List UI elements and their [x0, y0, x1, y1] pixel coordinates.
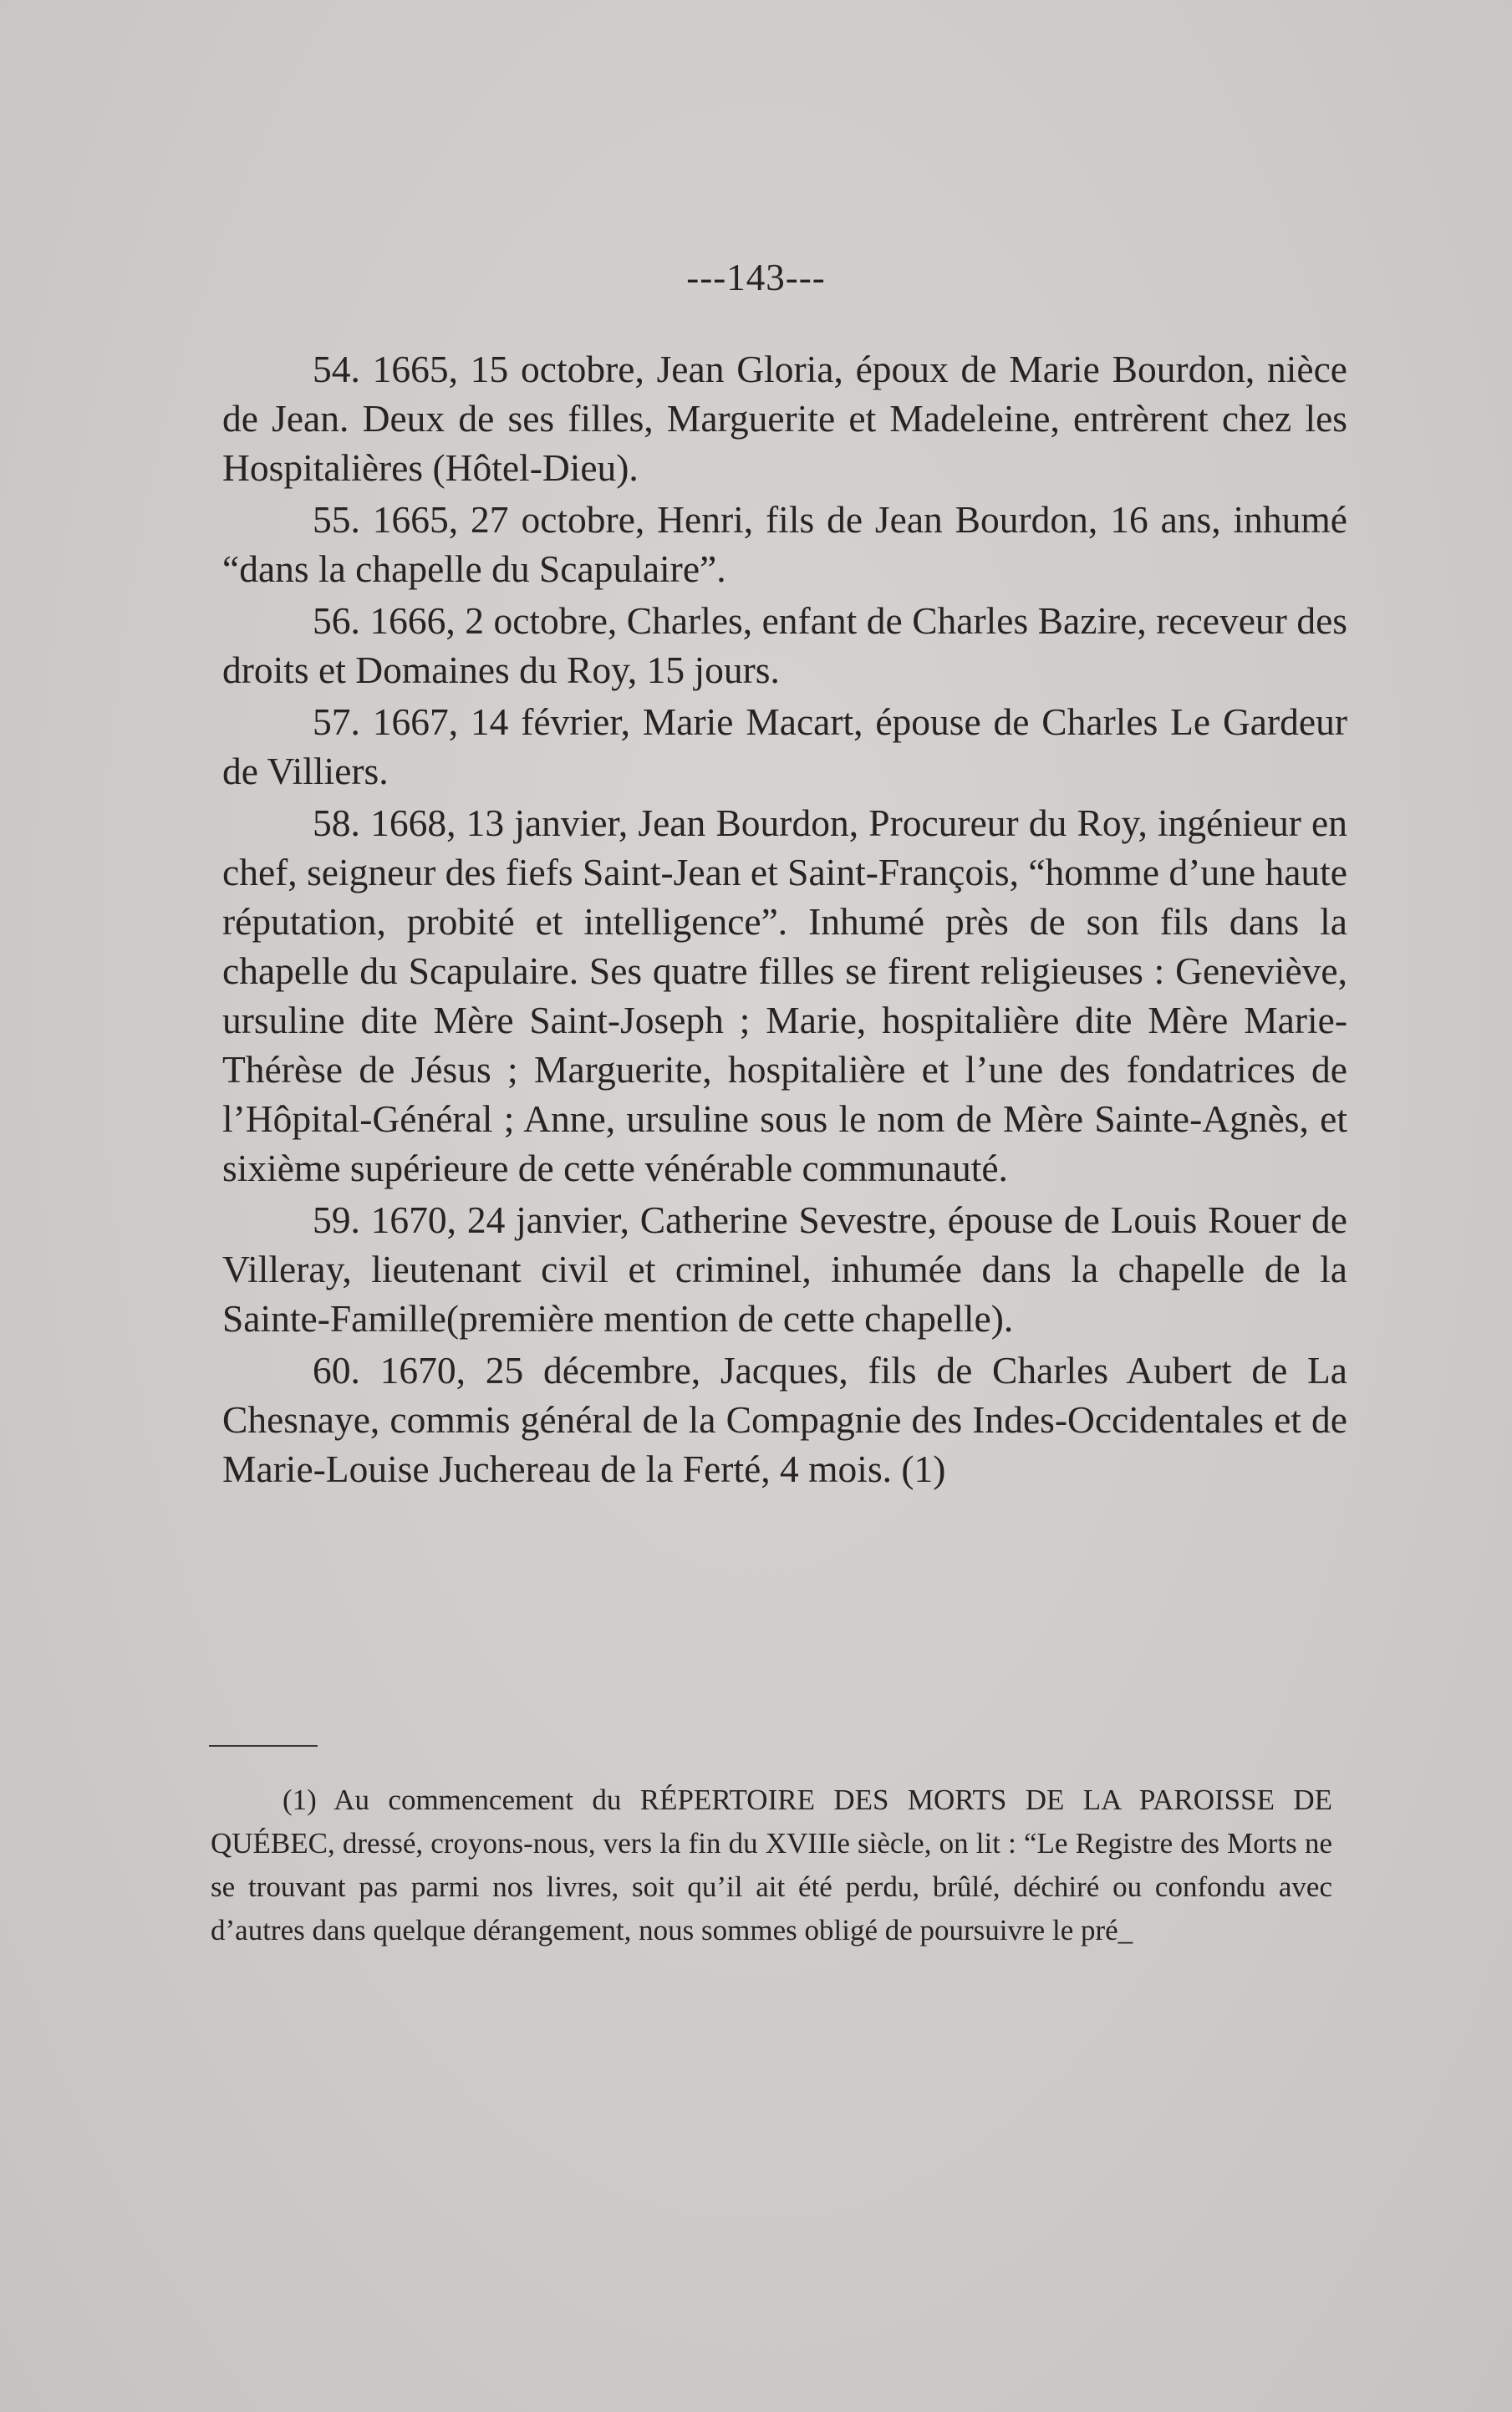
footnote-separator [209, 1745, 318, 1747]
entry-59: 59. 1670, 24 janvier, Catherine Sevestre, épouse de Louis Rouer de Villeray, lieutenant civil et criminel, inhumée dans la chapelle de la Sainte-Famille(première mention de cette chapelle). [222, 1198, 1347, 1340]
entry-56: 56. 1666, 2 octobre, Charles, enfant de Charles Bazire, receveur des droits et Domaines du Roy, 15 jours. [222, 599, 1347, 691]
entry-55: 55. 1665, 27 octobre, Henri, fils de Jean Bourdon, 16 ans, inhumé “dans la chapelle du Scapulaire”. [222, 498, 1347, 590]
entry-58: 58. 1668, 13 janvier, Jean Bourdon, Procureur du Roy, ingénieur en chef, seigneur des fiefs Saint-Jean et Saint-François, “homme d’une haute réputation, probité et intelligence”. Inhumé près de son fils dans la chapelle du Scapulaire. Ses quatre filles se firent religieuses : Geneviève, ursuline dite Mère Saint-Joseph ; Marie, hospitalière dite Mère Marie-Thérèse de Jésus ; Marguerite, hospitalière et l’une des fondatrices de l’Hôpital-Général ; Anne, ursuline sous le nom de Mère Sainte-Agnès, et sixième supérieure de cette vénérable communauté. [222, 801, 1347, 1189]
page-number: ---143--- [686, 257, 826, 298]
entry-57: 57. 1667, 14 février, Marie Macart, épouse de Charles Le Gardeur de Villiers. [222, 700, 1347, 792]
entries-list [222, 344, 1347, 1496]
entry-54: 54. 1665, 15 octobre, Jean Gloria, époux de Marie Bourdon, nièce de Jean. Deux de ses filles, Marguerite et Madeleine, entrèrent chez les Hospitalières (Hôtel-Dieu). [222, 348, 1347, 489]
entry-60: 60. 1670, 25 décembre, Jacques, fils de Charles Aubert de La Chesnaye, commis général de la Compagnie des Indes-Occidentales et de Marie-Louise Juchereau de la Ferté, 4 mois. (1) [222, 1349, 1347, 1490]
footnote: (1) Au commencement du RÉPERTOIRE DES MORTS DE LA PAROISSE DE QUÉBEC, dressé, croyons-nous, vers la fin du XVIIIe siècle, on lit : “Le Registre des Morts ne se trouvant pas parmi nos livres, soit qu’il ait été perdu, brûlé, déchiré ou confondu avec d’autres dans quelque dérangement, nous sommes obligé de poursuivre le pré_ [211, 1784, 1332, 1946]
